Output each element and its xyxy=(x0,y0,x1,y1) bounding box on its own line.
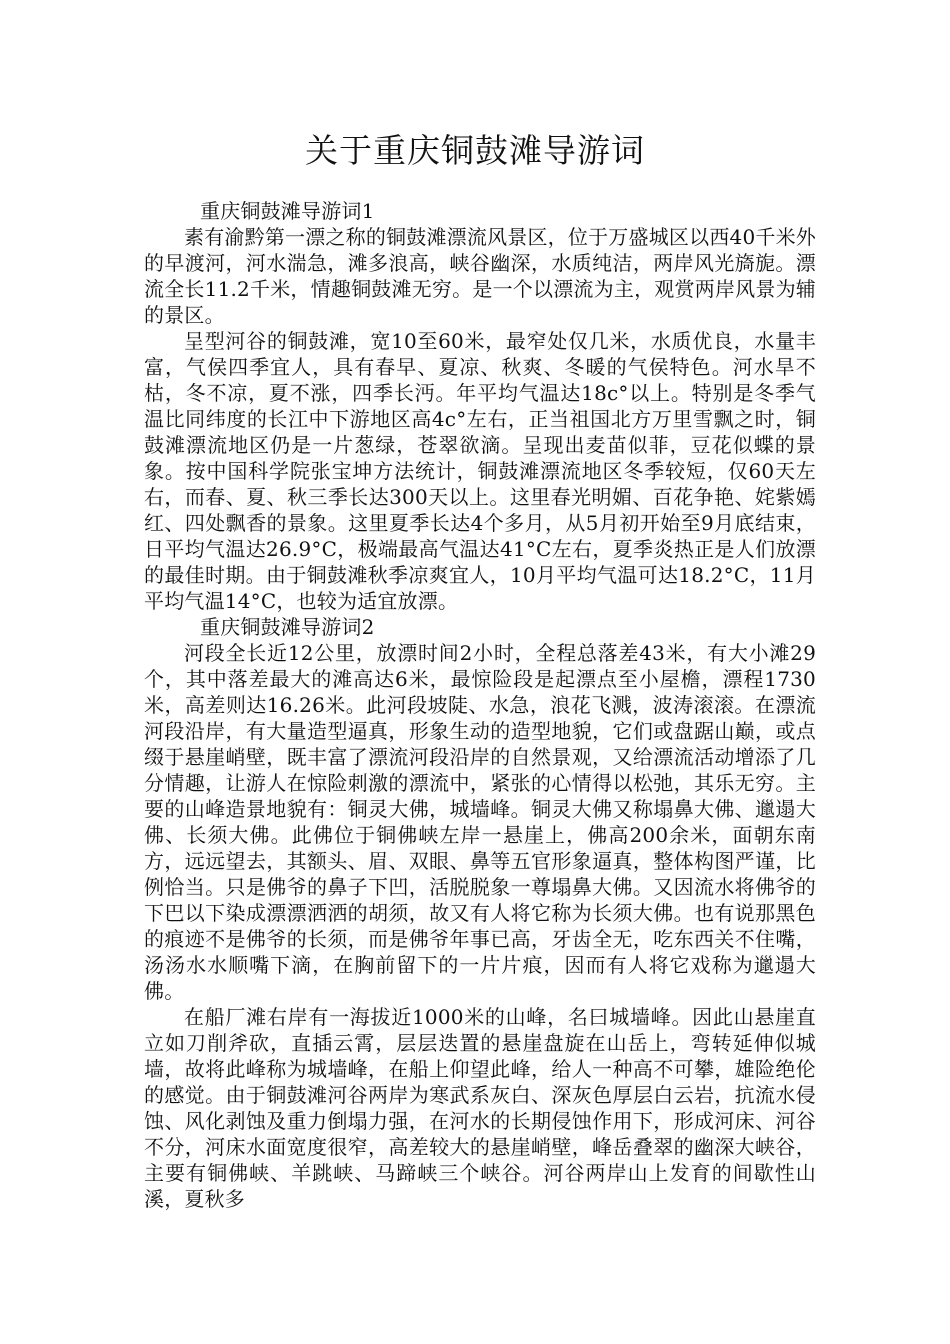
section-heading-2: 重庆铜鼓滩导游词2 xyxy=(200,615,375,639)
body-paragraph: 呈型河谷的铜鼓滩，宽10至60米，最窄处仅几米，水质优良，水量丰富，气侯四季宜人，具有春早、夏凉、秋爽、冬暖的气侯特色。河水旱不枯，冬不凉，夏不涨，四季长沔。年平均气温达18c°以上。特别是冬季气温比同纬度的长江中下游地区高4c°左右，正当祖国北方万里雪飘之时，铜鼓滩漂流地区仍是一片葱绿，苍翠欲滴。呈现出麦苗似菲，豆花似蝶的景象。按中国科学院张宝坤方法统计，铜鼓滩漂流地区冬季较短，仅60天左右，而春、夏、秋三季长达300天以上。这里春光明媚、百花争艳、姹紫嫣红、四处飘香的景象。这里夏季长达4个多月，从5月初开始至9月底结束，日平均气温达26.9°C，极端最高气温达41°C左右，夏季炎热正是人们放漂的最佳时期。由于铜鼓滩秋季凉爽宜人，10月平均气温可达18.2°C，11月平均气温14°C，也较为适宜放漂。 xyxy=(144,329,816,613)
document-title: 关于重庆铜鼓滩导游词 xyxy=(305,131,645,170)
body-paragraph: 素有渝黔第一漂之称的铜鼓滩漂流风景区，位于万盛城区以西40千米外的早渡河，河水湍急，滩多浪高，峡谷幽深，水质纯洁，两岸风光旖旎。漂流全长11.2千米，情趣铜鼓滩无穷。是一个以漂流为主，观赏两岸风景为辅的景区。 xyxy=(144,225,816,327)
document-body xyxy=(144,198,816,1212)
body-paragraph: 在船厂滩右岸有一海拔近1000米的山峰，名曰城墙峰。因此山悬崖直立如刀削斧砍，直插云霄，层层迭置的悬崖盘旋在山岳上，弯转延伸似城墙，故将此峰称为城墙峰，在船上仰望此峰，给人一种高不可攀，雄险绝伦的感觉。由于铜鼓滩河谷两岸为寒武系灰白、深灰色厚层白云岩，抗流水侵蚀、风化剥蚀及重力倒塌力强，在河水的长期侵蚀作用下，形成河床、河谷不分，河床水面宽度很窄，高差较大的悬崖峭壁，峰岳叠翠的幽深大峡谷，主要有铜佛峡、羊跳峡、马蹄峡三个峡谷。河谷两岸山上发育的间歇性山溪，夏秋多 xyxy=(144,1005,816,1211)
body-paragraph: 河段全长近12公里，放漂时间2小时，全程总落差43米，有大小滩29个，其中落差最大的滩高达6米，最惊险段是起漂点至小屋檐，漂程1730米，高差则达16.26米。此河段坡陡、水急，浪花飞溅，波涛滚滚。在漂流河段沿岸，有大量造型逼真，形象生动的造型地貌，它们或盘踞山巅，或点缀于悬崖峭壁，既丰富了漂流河段沿岸的自然景观，又给漂流活动增添了几分情趣，让游人在惊险刺激的漂流中，紧张的心情得以松弛，其乐无穷。主要的山峰造景地貌有：铜灵大佛，城墙峰。铜灵大佛又称塌鼻大佛、邋遢大佛、长须大佛。此佛位于铜佛峡左岸一悬崖上，佛高200余米，面朝东南方，远远望去，其额头、眉、双眼、鼻等五官形象逼真，整体构图严谨，比例恰当。只是佛爷的鼻子下凹，活脱脱象一尊塌鼻大佛。又因流水将佛爷的下巴以下染成漂漂洒洒的胡须，故又有人将它称为长须大佛。也有说那黑色的痕迹不是佛爷的长须，而是佛爷年事已高，牙齿全无，吃东西关不住嘴，汤汤水水顺嘴下滴，在胸前留下的一片片痕，因而有人将它戏称为邋遢大佛。 xyxy=(144,641,816,1003)
section-heading-1: 重庆铜鼓滩导游词1 xyxy=(200,199,375,223)
